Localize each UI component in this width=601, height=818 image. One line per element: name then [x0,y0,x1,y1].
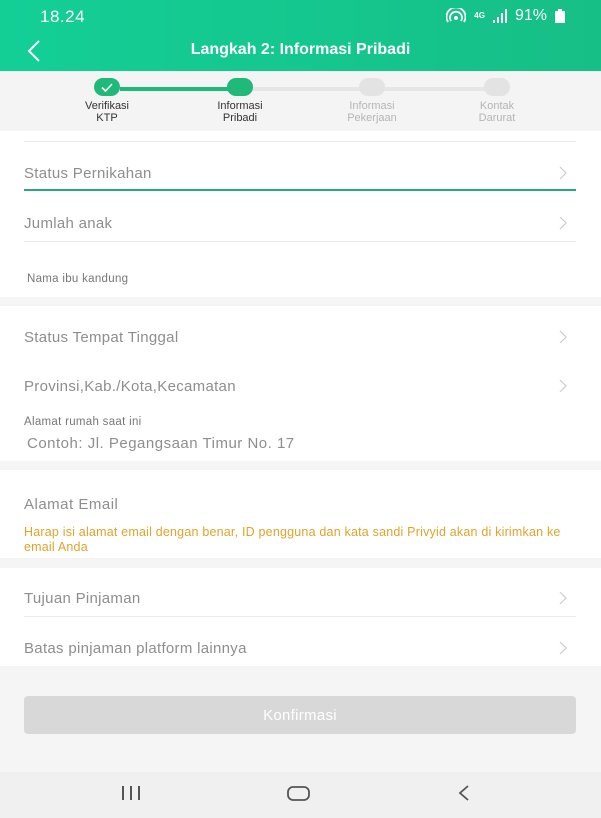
mother-name-input[interactable]: Nama ibu kandung [27,273,129,285]
address-label: Alamat rumah saat ini [24,416,142,428]
step-verifikasi-ktp [57,78,157,124]
email-warning: Harap isi alamat email dengan benar, ID pengguna dan kata sandi Privyid akan di kirimkan ke email Anda [24,525,561,554]
divider [24,241,576,242]
4g-icon: 4G [474,11,485,20]
battery-icon [555,9,565,23]
chevron-right-icon [558,590,568,606]
residence-status-label: Status Tempat Tinggal [24,328,179,346]
status-time: 18.24 [40,7,86,26]
step-informasi-pekerjaan [322,78,422,124]
loan-section [0,568,601,666]
step-label: KTP [96,112,118,124]
home-button[interactable] [286,784,312,807]
chevron-right-icon [558,378,568,394]
loan-purpose-label: Tujuan Pinjaman [24,589,141,607]
progress-stepper [0,71,601,131]
step-dot [94,78,120,96]
step-label: Pribadi [222,112,258,124]
status-bar [0,0,601,32]
home-icon [286,784,312,802]
residence-status-select[interactable] [24,317,576,357]
battery-text: 91% [514,7,547,24]
recents-icon [120,784,142,802]
email-input[interactable]: Alamat Email [24,496,119,513]
step-kontak-darurat [447,78,547,124]
step-informasi-pribadi [190,78,290,124]
chevron-right-icon [558,329,568,345]
marital-status-select[interactable] [24,153,576,193]
status-icons [446,7,565,25]
address-input[interactable]: Contoh: Jl. Pegangsaan Timur No. 17 [27,435,295,452]
active-underline [24,189,576,191]
children-count-label: Jumlah anak [24,214,113,232]
step-label: Kontak [479,100,515,112]
hotspot-icon [446,8,466,24]
residence-section [0,306,601,461]
loan-purpose-select[interactable] [24,578,576,618]
divider [24,141,576,142]
title-bar [0,32,601,70]
chevron-right-icon [558,215,568,231]
app-header [0,0,601,71]
other-platform-limit-label: Batas pinjaman platform lainnya [24,639,247,657]
chevron-right-icon [558,165,568,181]
back-icon [456,784,472,802]
recents-button[interactable] [120,784,142,807]
divider [24,616,576,617]
personal-section [0,131,601,297]
other-platform-limit-select[interactable] [24,628,576,668]
page-title: Langkah 2: Informasi Pribadi [190,41,411,58]
step-label: Verifikasi [84,100,130,112]
system-nav-bar [0,772,601,818]
step-dot [227,78,253,96]
step-label: Informasi [217,100,263,112]
system-back-button[interactable] [456,784,472,807]
checkmark-icon [101,83,113,92]
signal-icon [493,9,507,23]
chevron-right-icon [558,640,568,656]
children-count-select[interactable] [24,203,576,243]
confirm-button[interactable]: Konfirmasi [24,696,576,734]
region-select[interactable] [24,366,576,406]
step-label: Darurat [478,112,516,124]
marital-status-label: Status Pernikahan [24,164,152,182]
step-label: Informasi [349,100,395,112]
step-dot [484,78,510,96]
region-label: Provinsi,Kab./Kota,Kecamatan [24,377,236,395]
email-section [0,470,601,558]
step-dot [359,78,385,96]
step-label: Pekerjaan [347,112,397,124]
